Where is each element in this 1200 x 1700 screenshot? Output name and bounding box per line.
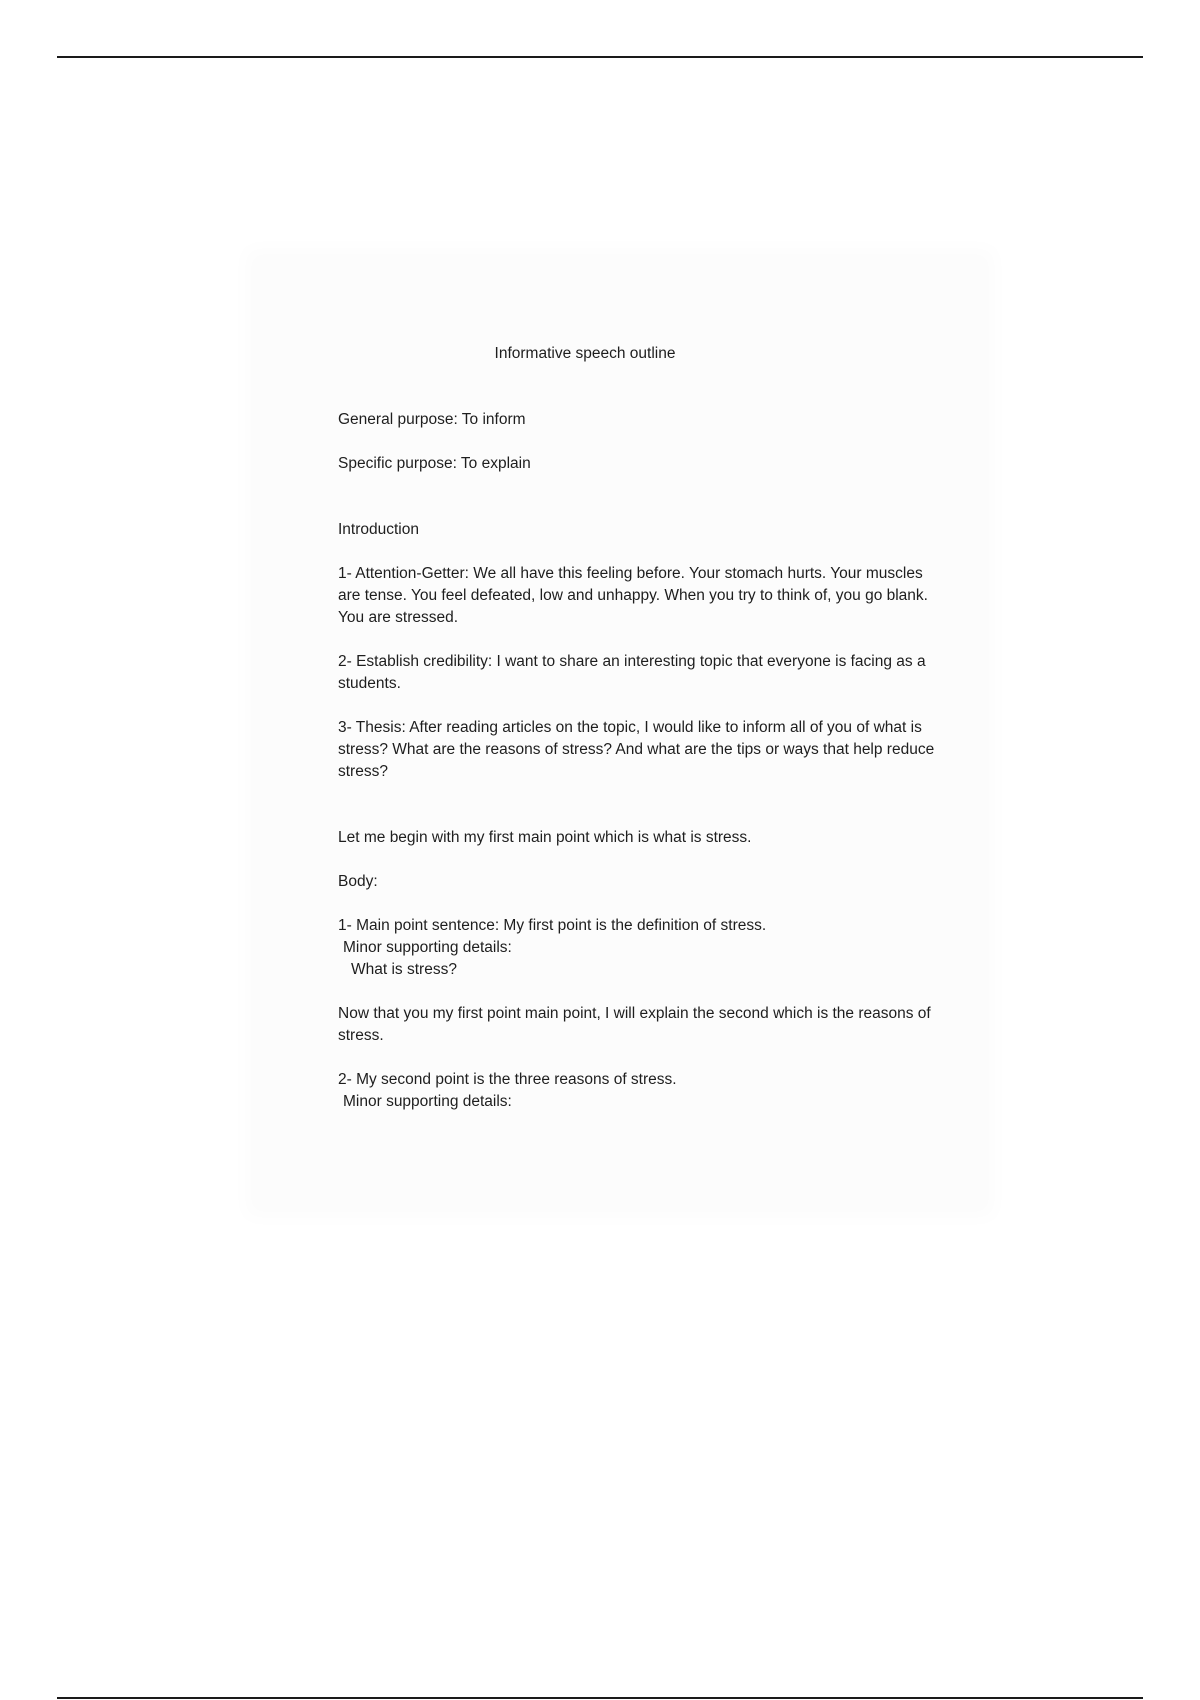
- main-point-2: 2- My second point is the three reasons of stress.: [338, 1071, 677, 1088]
- what-is-stress: What is stress?: [351, 961, 457, 978]
- main-point-1: 1- Main point sentence: My first point is the definition of stress.: [338, 917, 767, 934]
- thesis-statement: 3- Thesis: After reading articles on the topic, I would like to inform all of you of what is stress? What are the reasons of stress? And what are the tips or ways that help reduce stress?: [338, 719, 935, 780]
- document-body: [338, 343, 948, 1113]
- introduction-heading: Introduction: [338, 521, 419, 538]
- specific-purpose: Specific purpose: To explain: [338, 455, 531, 472]
- minor-details-1: Minor supporting details:: [343, 939, 512, 956]
- general-purpose: General purpose: To inform: [338, 411, 526, 428]
- body-heading: Body:: [338, 873, 378, 890]
- establish-credibility: 2- Establish credibility: I want to share an interesting topic that everyone is facing as a students.: [338, 653, 926, 692]
- bottom-divider: [57, 1697, 1143, 1699]
- minor-details-2: Minor supporting details:: [343, 1093, 512, 1110]
- transition-second-point: Now that you my first point main point, I will explain the second which is the reasons of stress.: [338, 1005, 931, 1044]
- top-divider: [57, 56, 1143, 58]
- attention-getter: 1- Attention-Getter: We all have this feeling before. Your stomach hurts. Your muscles are tense. You feel defeated, low and unhappy. When you try to think of, you go blank. You are stressed.: [338, 565, 928, 626]
- transition-first-point: Let me begin with my first main point which is what is stress.: [338, 829, 752, 846]
- document-title: Informative speech outline: [494, 345, 676, 362]
